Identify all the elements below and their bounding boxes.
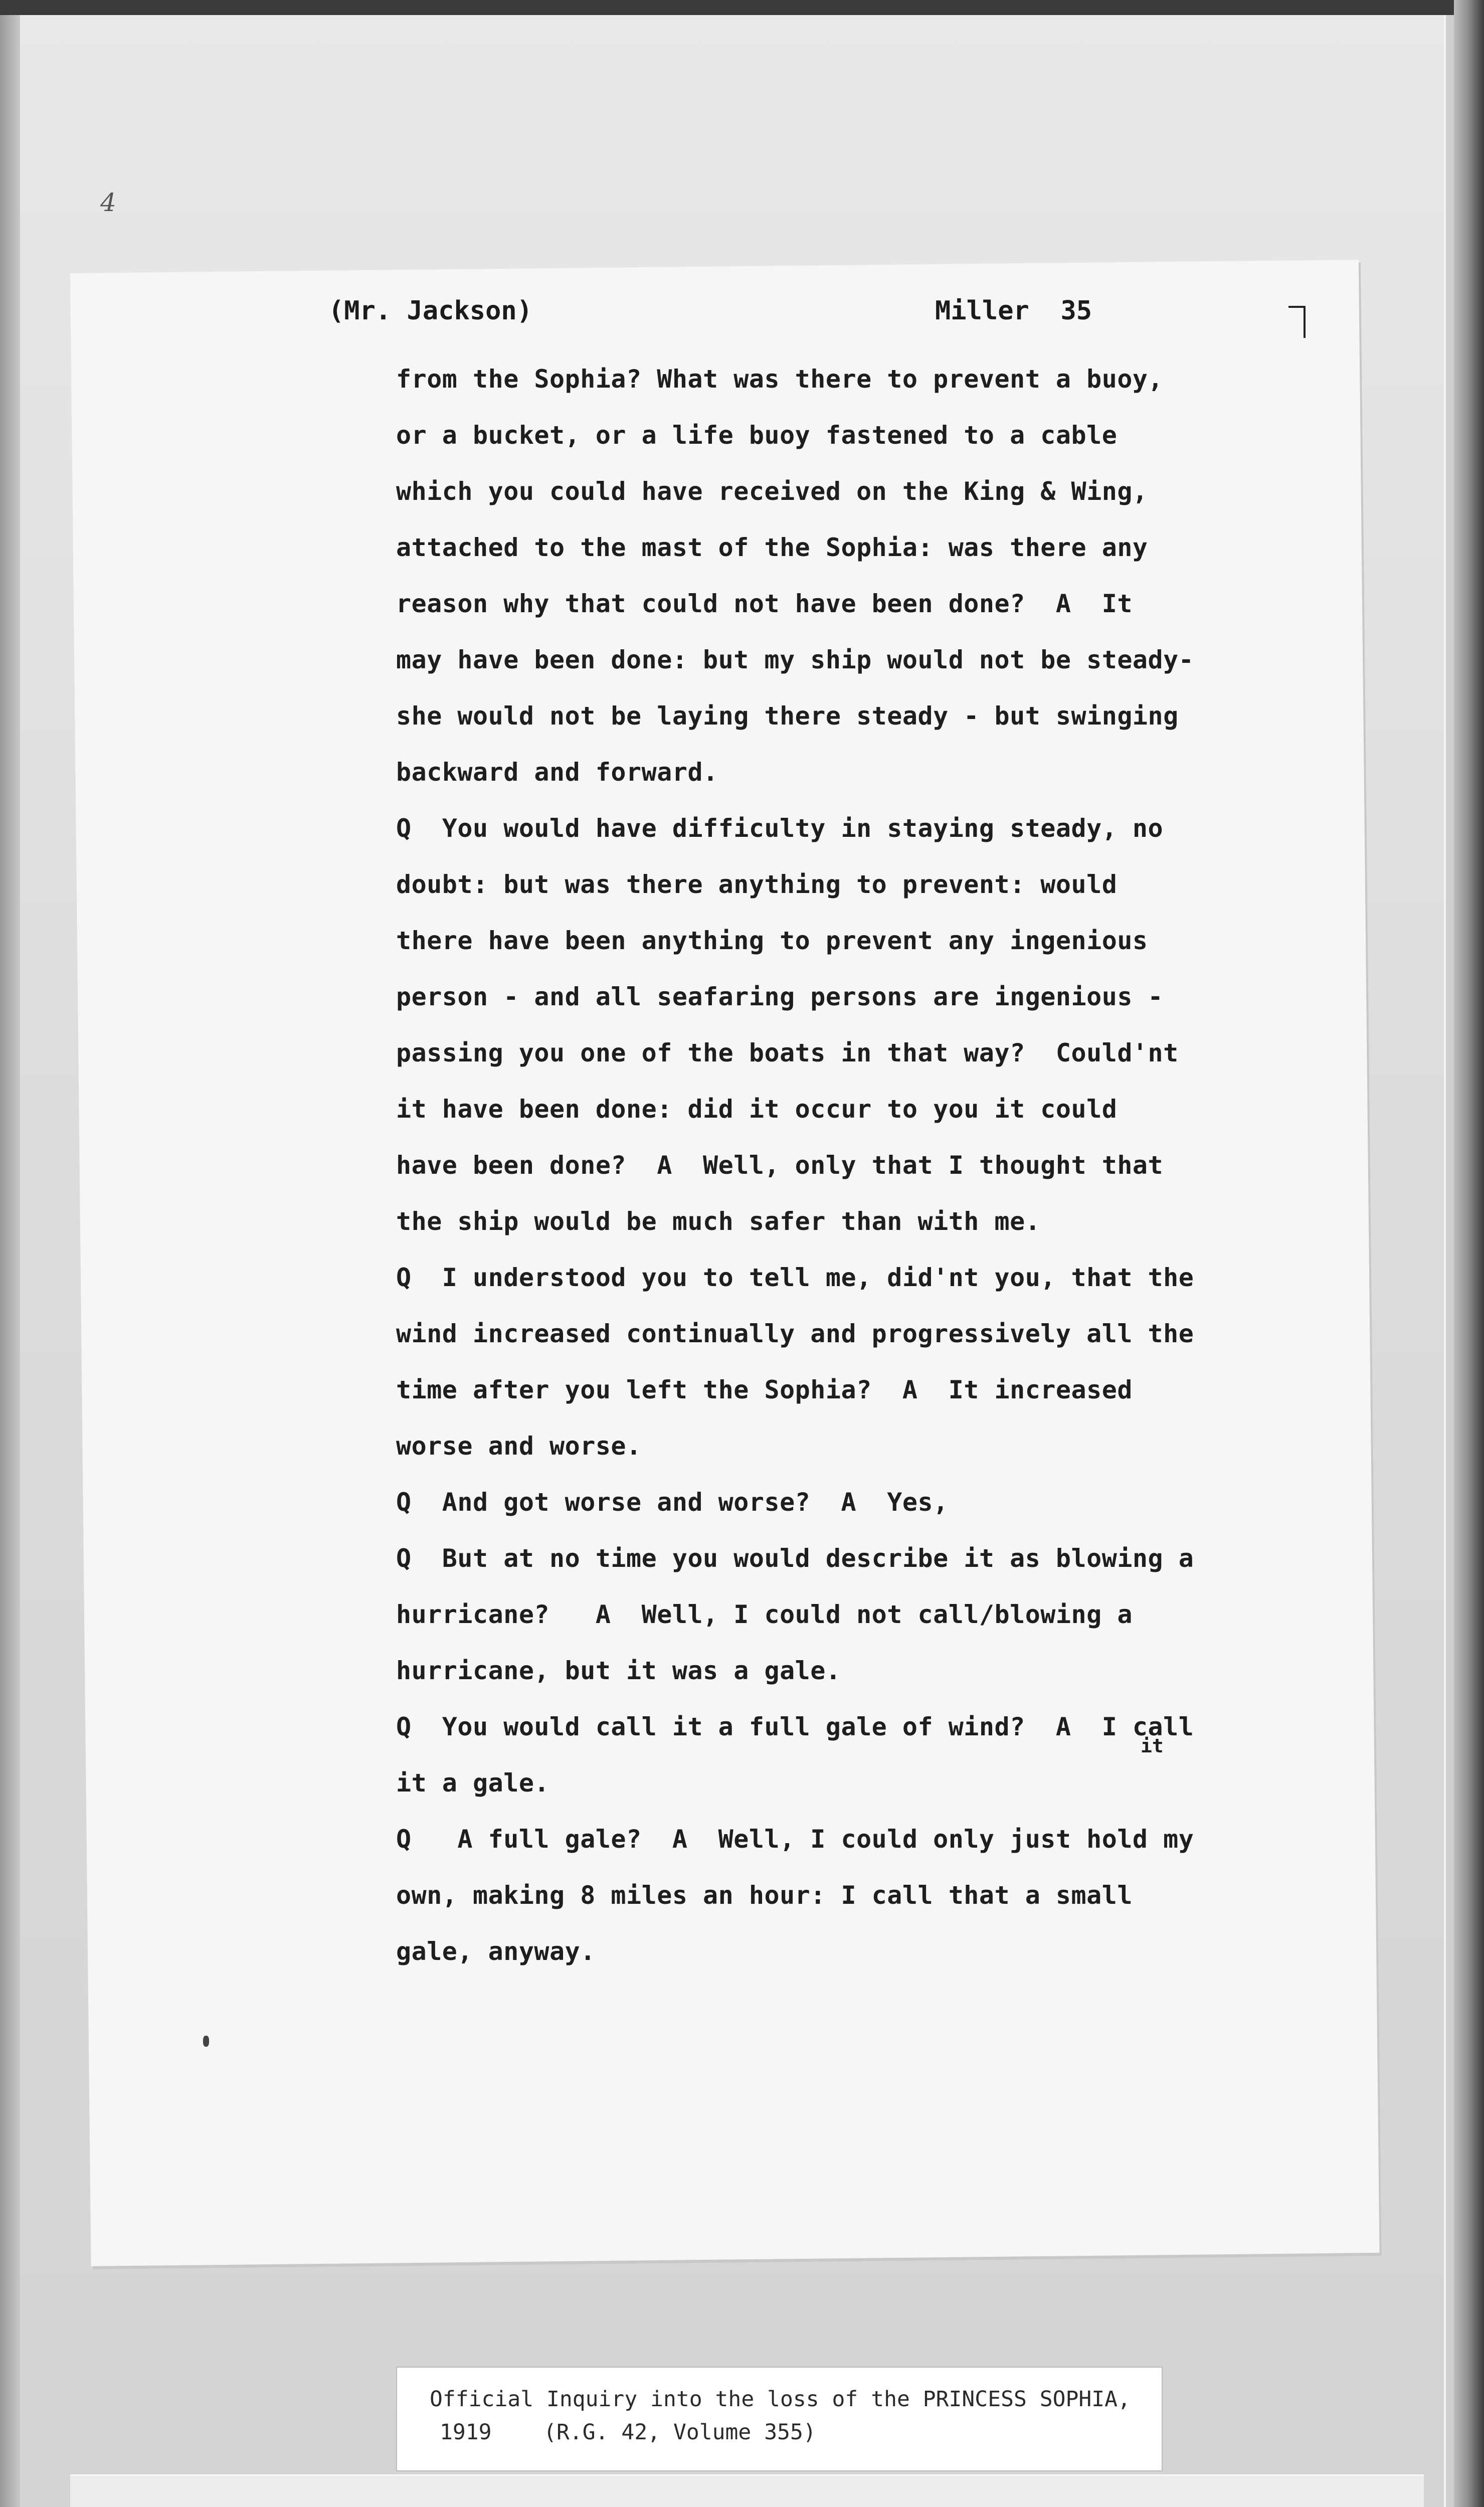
header-page-number: Miller 35 (935, 296, 1092, 326)
transcript-line: Q But at no time you would describe it as blowing a (396, 1544, 1194, 1573)
caption-slip (396, 2367, 1163, 2471)
transcript-line: gale, anyway. (396, 1937, 596, 1966)
header-speaker: (Mr. Jackson) (328, 296, 532, 326)
archive-label (70, 2474, 1424, 2507)
ink-blot (203, 2036, 209, 2047)
transcript-line: have been done? A Well, only that I thought that (396, 1151, 1164, 1180)
transcript-line: hurricane? A Well, I could not call/blowing a (396, 1600, 1133, 1629)
superscript-correction: it (1141, 1735, 1164, 1757)
transcript-line: the ship would be much safer than with me. (396, 1207, 1041, 1236)
transcript-line: which you could have received on the King & Wing, (396, 477, 1148, 506)
caption-title: Official Inquiry into the loss of the PRINCESS SOPHIA, (430, 2387, 1131, 2412)
transcript-line: reason why that could not have been done? A It (396, 589, 1133, 618)
transcript-line: may have been done: but my ship would not be steady- (396, 645, 1194, 674)
transcript-line: there have been anything to prevent any ingenious (396, 926, 1148, 955)
transcript-line: backward and forward. (396, 758, 718, 787)
scan-left-edge (0, 15, 20, 2507)
transcript-line: attached to the mast of the Sophia: was there any (396, 533, 1148, 562)
transcript-line: doubt: but was there anything to prevent: would (396, 870, 1118, 899)
transcript-line: she would not be laying there steady - but swinging (396, 701, 1179, 731)
transcript-line: hurricane, but it was a gale. (396, 1656, 841, 1685)
transcript-line: passing you one of the boats in that way? Could'nt (396, 1038, 1179, 1067)
transcript-line: wind increased continually and progressively all the (396, 1319, 1194, 1348)
transcript-line: Q You would call it a full gale of wind? A I call (396, 1712, 1194, 1741)
margin-mark: 4 (100, 188, 116, 217)
transcript-line: time after you left the Sophia? A It increased (396, 1375, 1133, 1404)
transcript-line: worse and worse. (396, 1431, 642, 1461)
caption-reference: 1919 (R.G. 42, Volume 355) (440, 2420, 816, 2445)
scan-top-edge (0, 0, 1484, 15)
transcript-line: or a bucket, or a life buoy fastened to a cable (396, 421, 1118, 450)
transcript-line: person - and all seafaring persons are ingenious - (396, 982, 1164, 1011)
transcript-line: it have been done: did it occur to you it could (396, 1095, 1118, 1124)
transcript-line: from the Sophia? What was there to prevent a buoy, (396, 365, 1164, 394)
transcript-line: Q You would have difficulty in staying steady, no (396, 814, 1164, 843)
scan-right-edge (1454, 0, 1484, 2507)
margin-bracket (1288, 306, 1306, 338)
transcript-line: Q And got worse and worse? A Yes, (396, 1488, 949, 1517)
transcript-line: own, making 8 miles an hour: I call that a small (396, 1881, 1133, 1910)
transcript-line: Q A full gale? A Well, I could only just hold my (396, 1825, 1194, 1854)
transcript-line: Q I understood you to tell me, did'nt you, that the (396, 1263, 1194, 1292)
transcript-line: it a gale. (396, 1768, 550, 1798)
